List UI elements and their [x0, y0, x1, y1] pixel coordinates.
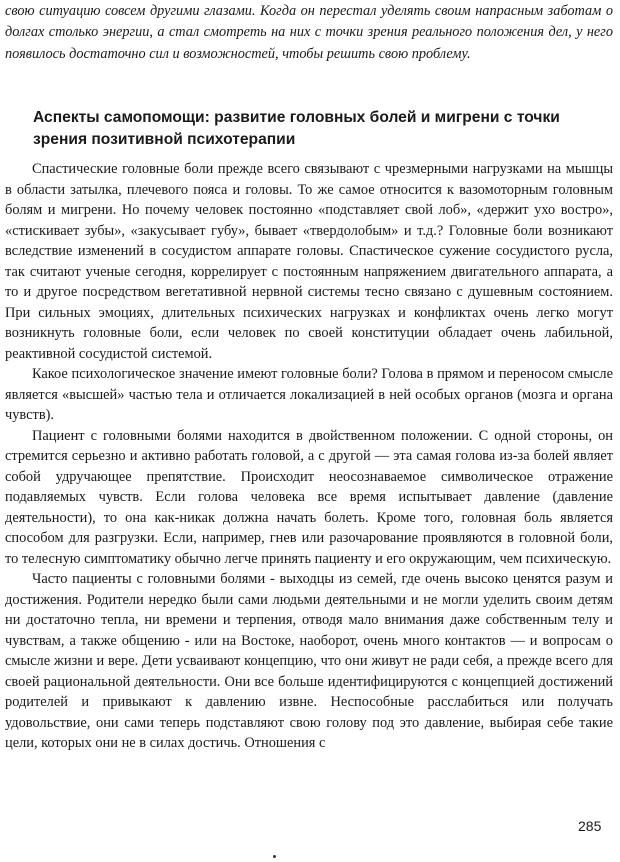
page-number: 285 — [578, 818, 602, 834]
paragraph-2: Какое психологическое значение имеют головные боли? Голова в прямом и переносом смысле является «высшей» частью тела и отличается локализацией в ней особых органов (мозга и органа чувств). — [5, 366, 613, 423]
scan-speck — [273, 855, 276, 858]
intro-italic-text: свою ситуацию совсем другими глазами. Когда он перестал уделять своим напрасным заботам о долгах столько энергии, а стал смотреть на них с точки зрения реального положения дел, у него появилось достаточно сил и возможностей, чтобы решить свою проблему. — [5, 3, 613, 62]
body-text — [5, 159, 613, 754]
paragraph-4: Часто пациенты с головными болями - выходцы из семей, где очень высоко ценятся разум и достижения. Родители нередко были сами людьми деятельными и не могли уделить своим детям ни достаточно тепла, ни времени и терпения, отводя мало внимания даже собственным телу и чувствам, а также общению - или на Востоке, наоборот, очень много контактов — и вопросам о смысле жизни и вере. Дети усваивают концепцию, что они живут не ради себя, а прежде всего для своей рациональной деятельности. Они все больше идентифицируются с концепцией достижений родителей и привыкают к давлению извне. Неспособные расслабиться или получать удовольствие, они сами теперь подставляют свою голову под это давление, выбирая себе такие цели, которых они не в силах достичь. Отношения с — [5, 571, 613, 751]
paragraph-1: Спастические головные боли прежде всего связывают с чрезмерными нагрузками на мышцы в области затылка, плечевого пояса и головы. То же самое относится к вазомоторным головным болям и мигрени. Но почему человек постоянно «подставляет свой лоб», «держит ухо востро», «стискивает зубы», «закусывает губу», бывает «твердолобым» и т.д.? Головные боли возникают вследствие изменений в сосудистом аппарате головы. Спастическое сужение сосудистого русла, так считают ученые сегодня, коррелирует с постоянным напряжением двигательного аппарата, а то и другое посредством вегетативной нервной системы тесно связано с душевным состоянием. При сильных эмоциях, длительных психических нагрузках и конфликтах очень легко могут возникнуть головные боли, если человек по своей конституции обладает очень лабильной, реактивной сосудистой системой. — [5, 161, 613, 362]
paragraph-3: Пациент с головными болями находится в двойственном положении. С одной стороны, он стремится серьезно и активно работать головой, а с другой — эта самая голова из-за болей являет собой удручающее препятствие. Происходит неосознаваемое символическое отражение подавляемых чувств. Если голова человека все время испытывает давление (давление деятельности), то она как-никак должна начать болеть. Кроме того, головная боль является способом для разгрузки. Если, например, гнев или разочарование проявляются в головной боли, то телесную симптоматику обычно легче принять пациенту и его окружающим, чем психическую. — [5, 427, 613, 567]
section-heading: Аспекты самопомощи: развитие головных болей и мигрени с точки зрения позитивной психотерапии — [33, 109, 560, 148]
